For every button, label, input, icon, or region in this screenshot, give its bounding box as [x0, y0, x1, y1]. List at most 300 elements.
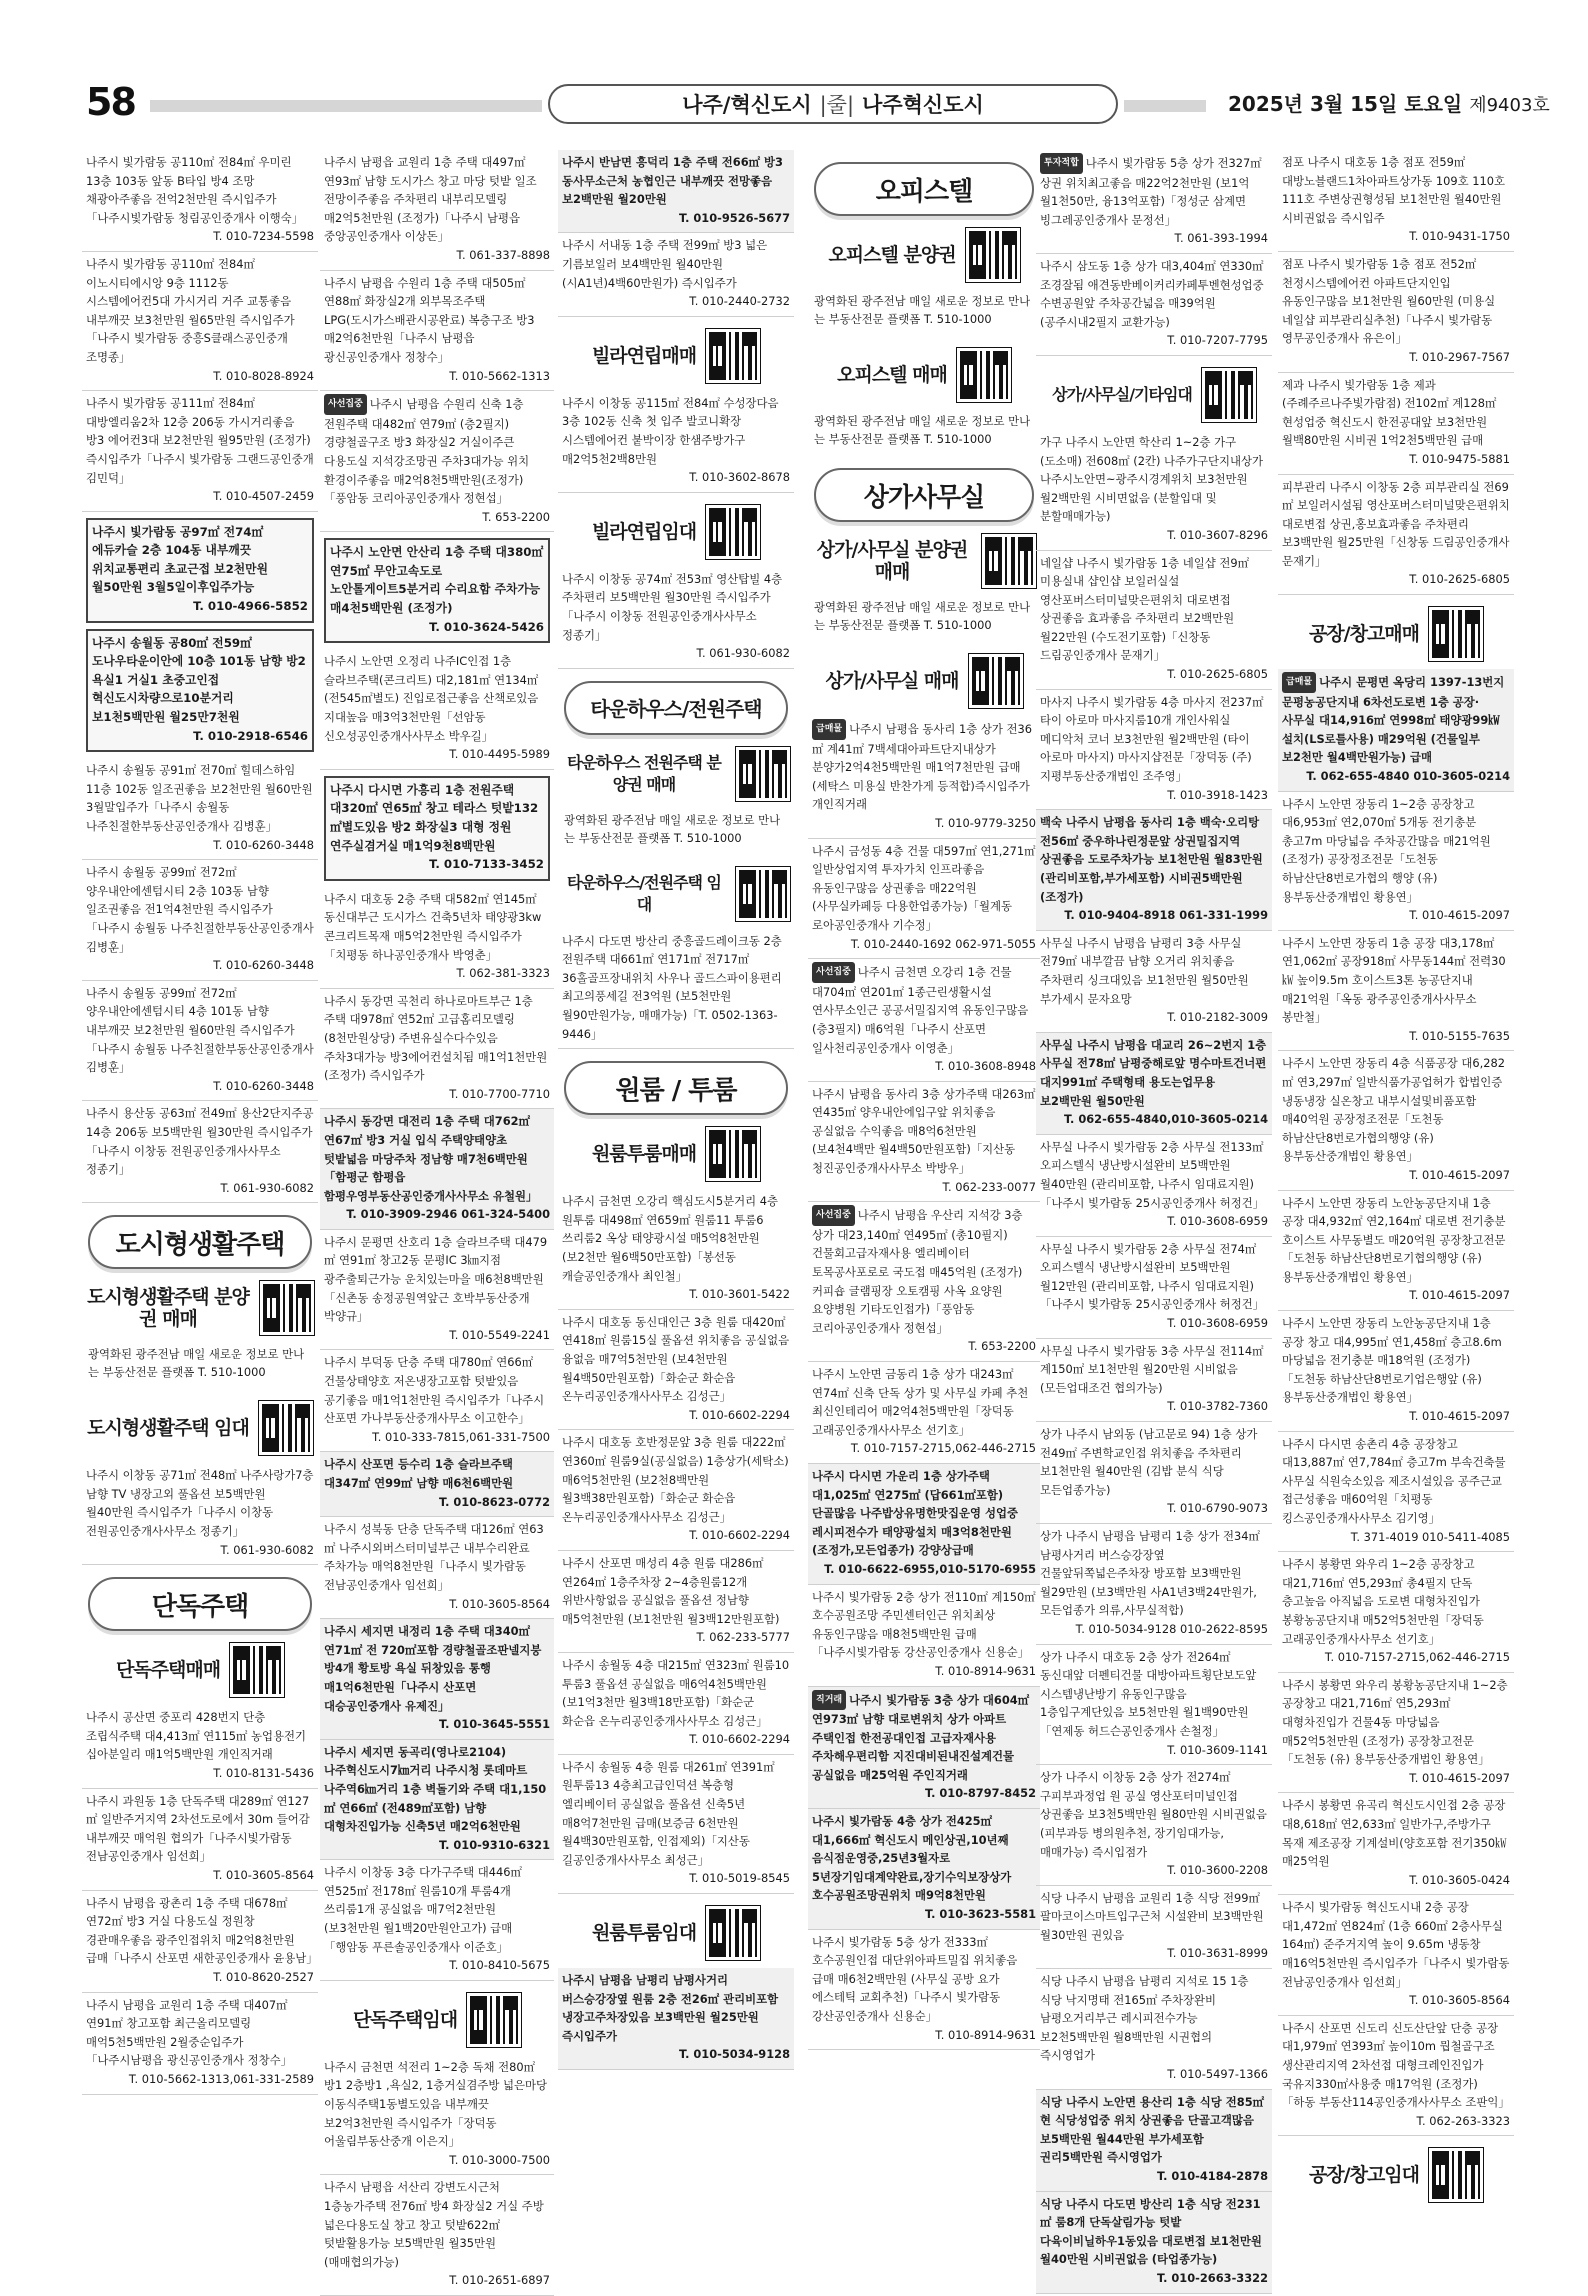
- classified-ad: [808, 1930, 1040, 2051]
- ad-phone: T. 010-3602-8678: [689, 470, 790, 485]
- section-subtitle: 나주혁신도시: [862, 93, 984, 117]
- classified-ad: [82, 1463, 318, 1565]
- ad-phone: T. 010-5019-8545: [689, 1871, 790, 1886]
- ad-text: 마사지 나주시 빛가람동 4층 마사지 전237㎡ 타이 아로마 마사지룸10개 개인사워실 메디악처 코너 보3천만원 월2백만원 (타이 아로마 마사지) 마사지샵전문「장덕동 (주)지평부동산중개법인 조주영」: [1040, 694, 1264, 784]
- ad-phone: T. 010-8914-9631: [935, 2027, 1036, 2042]
- highlighted-ad: 나주시 남평읍 남평리 남평사거리 버스승강장옆 원룸 2층 전26㎡ 관리비포함 냉장고주차장있음 보3백만원 월25만원 즉시입주가 T. 010-5034-9128: [558, 1968, 794, 2070]
- badge-label: 직거래: [812, 1690, 846, 1711]
- subcategory-townhouse-sale[interactable]: 타운하우스 전원주택 분양권 매매: [562, 745, 790, 803]
- ad-text: 나주시 공산면 중포리 428번지 단층 조립식주택 대4,413㎡ 연115㎡ 농업용전기 십아분일리 매1억5백만원 개인직거래: [86, 1710, 307, 1762]
- classified-ad: 나주시 금성동 4층 건물 대597㎡ 연1,271㎡ 일반상업지역 투자가치 인프라좋음 유동인구많음 상권좋음 매22억원 (사무실카페등 다용한업종가능)「월계동 로아공인중개사 기수정」 T. 010-2440-1692 062-971-5055: [808, 839, 1040, 960]
- ad-phone: T. 010-5497-1366: [1167, 2067, 1268, 2082]
- subcategory-officetel-presale[interactable]: 오피스텔 분양권: [812, 226, 1036, 284]
- ad-phone: T. 010-3918-1423: [1167, 787, 1268, 802]
- ad-list: [320, 649, 554, 770]
- subcategory-townhouse-rent[interactable]: 타운하우스/전원주택 임대: [562, 865, 790, 923]
- qr-code-icon[interactable]: [706, 1127, 760, 1181]
- badge-label: 급매물: [812, 719, 846, 740]
- category-header-oneroom: 원룸 / 투룸: [564, 1061, 788, 1115]
- subcategory-urban-rent[interactable]: 도시형생활주택 임대: [86, 1399, 314, 1457]
- ad-phone: T. 010-333-7815,061-331-7500: [372, 1429, 550, 1444]
- subcategory-oneroom-rent[interactable]: 원룸투룸임대: [562, 1904, 790, 1962]
- classified-ad: [320, 1517, 554, 1619]
- classified-ad: [1278, 1051, 1514, 1190]
- ad-text: 나주시 송월동 공99㎡ 전72㎡ 양우내안에센텀시티 4층 101동 남향 내부깨끗 보2천만원 월60만원 즉시입주가「나주시 송월동 나주친절한부동산공인중개사 김병훈」: [86, 985, 314, 1075]
- ad-phone: T. 010-6260-3448: [213, 837, 314, 852]
- platform-intro: 광역화된 광주전남 매일 새로운 정보로 만나는 부동산전문 플랫폼 T. 510-1000: [88, 1347, 305, 1380]
- highlighted-ad: 나주시 세지면 내정리 1층 주택 대340㎡ 연71㎡ 전 720㎡포함 경량철골조판넬지붕 방4개 황토방 욕실 뒤창있음 통행 매1억6천만원「나주시 산포면 대승공인중개사 유제진」 T. 010-3645-5551: [320, 1619, 554, 1740]
- classified-ad: [558, 391, 794, 493]
- highlighted-ad: 나주시 다시면 가운리 1층 상가주택 대1,025㎡ 연275㎡ (답661㎡포함) 단골많음 나주밥상유명한맛집운영 성업중 레시피전수가 태양광설치 매3억8천만원 (조정가,모든업종가) 강양상급매 T. 010-6622-6955,010-5170-6955: [808, 1464, 1040, 1585]
- ad-text: 나주시 남평읍 교원리 1층 주택 대497㎡ 연93㎡ 남향 도시가스 창고 마당 텃밭 일조 전망이주좋음 주차편리 내부리모델링 매2억5천만원 (조정가)「나주시 남평읍 중앙공인중개사 이상돈」: [324, 155, 537, 244]
- ad-text: 식당 나주시 남평읍 교원리 1층 식당 전99㎡ 팔마코이스마트입구근처 시설완비 보3백만원 월30만원 권있음: [1040, 1890, 1264, 1942]
- classified-ad: [1036, 1339, 1272, 1422]
- classified-ad: [320, 1230, 554, 1351]
- qr-code-icon[interactable]: [1429, 2148, 1483, 2202]
- ad-phone: T. 061-930-6082: [696, 646, 790, 661]
- classified-ad: [1036, 551, 1272, 690]
- ad-phone: T. 010-6602-2294: [689, 1407, 790, 1422]
- classified-ad: [82, 1101, 318, 1203]
- ad-text: 나주시 동강면 곡천리 하나로마트부근 1층 주택 대978㎡ 연52㎡ 고급홈리모델링(8천만원상당) 주변유실수다수있음 주차3대가능 방3에어컨설치됨 매1억1천만원(조정가) 즉시입주가: [324, 993, 548, 1083]
- classified-ad: [1278, 1191, 1514, 1312]
- ad-text: 상가 나주시 남외동 (남고문로 94) 1층 상가 전49㎡ 주변학교인접 위치좋음 주차편리 보1천만원 월40만원 (김밥 분식 식당 모든업종가능): [1040, 1427, 1258, 1497]
- classified-ad: 사선집중 나주시 남평읍 우산리 지석강 3층 상가 대23,140㎡ 연495㎡ (총10필지) 건물회고급자재사용 엘리베이터 토목공사포로로 국도접 매45억원 (조정가) 커피숍 글램핑장 오토캠핑 사옥 요양원 요양병원 기타도인접가)「풍암동 코리아공인중개사 정현섭」 T. 653-2200: [808, 1202, 1040, 1362]
- ad-phone: T. 010-3605-8564: [1409, 1993, 1510, 2008]
- qr-code-icon[interactable]: [467, 1993, 521, 2047]
- classified-ad: [558, 929, 794, 1050]
- subcategory-oneroom-sale[interactable]: 원룸투룸매매: [562, 1125, 790, 1183]
- classified-ad: [558, 1430, 794, 1551]
- ad-list: [1036, 1135, 1272, 2090]
- ad-phone: T. 010-2182-3009: [1167, 1010, 1268, 1025]
- classified-ad: [320, 1860, 554, 1981]
- subcategory-villa-rent[interactable]: 빌라연립임대: [562, 503, 790, 561]
- classified-ad: [1036, 430, 1272, 551]
- highlighted-ad: 식당 나주시 다도면 방산리 1층 식당 전231㎡ 룸8개 단독살림가능 텃밭 다육이비닐하우1동있음 대로변접 보1천만원 월40만원 시비권없음 (타업종가능) T. 010-2663-3322: [1036, 2192, 1272, 2294]
- qr-code-icon[interactable]: [259, 1401, 313, 1455]
- ad-text: 피부관리 나주시 이창동 2층 피부관리실 전69㎡ 보일러시설됨 영산포버스터미널맞은편위치 대로변접 상권,홍보효과좋음 주차편리 보3백만원 월25만원「신창동 드림공인중개사 문재기」: [1282, 479, 1510, 568]
- ad-phone: T. 010-5155-7635: [1409, 1028, 1510, 1043]
- qr-code-icon[interactable]: [260, 1281, 314, 1335]
- ad-text: 나주시 남평읍 수원리 1층 주택 대505㎡ 연88㎡ 화장실2개 외부목조주택 LPG(도시가스배관시공완료) 복층구조 방3 매2억6천만원「나주시 남평읍 광신공인중개사 정창수」: [324, 275, 535, 364]
- category-header-urban-housing: 도시형생활주택: [88, 1215, 312, 1269]
- platform-intro: 광역화된 광주전남 매일 새로운 정보로 만나는 부동산전문 플랫폼 T. 510-1000: [564, 812, 781, 845]
- subcategory-store-presale[interactable]: 상가/사무실 분양권 매매: [812, 532, 1036, 590]
- ad-phone: T. 010-5034-9128 010-2622-8595: [1075, 1621, 1268, 1636]
- classified-ad: [82, 1993, 318, 2095]
- ad-phone: T. 010-3605-8564: [449, 1596, 550, 1611]
- classified-ad: [1278, 373, 1514, 475]
- ad-phone: T. 010-6260-3448: [213, 958, 314, 973]
- classified-ad: [1278, 931, 1514, 1052]
- ad-phone: T. 010-4615-2097: [1409, 1770, 1510, 1785]
- ad-phone: T. 010-8914-9631: [935, 1663, 1036, 1678]
- ad-text: 나주시 노안면 오정리 나주IC인접 1층 슬라브주택(콘크리트) 대2,181㎡ 연134㎡ (전545㎡별도) 진입로접근좋음 산책로있음 지대높음 매3억3천만원「선암동 신오성공인중개사사무소 박우길」: [324, 654, 539, 743]
- ad-phone: T. 010-7157-2715,062-446-2715: [1324, 1650, 1510, 1665]
- ad-phone: T. 010-2967-7567: [1409, 349, 1510, 364]
- ad-phone: T. 061-930-6082: [220, 1542, 314, 1557]
- ad-text: 나주시 빛가람동 공110㎡ 전84㎡ 이노시티에시앙 9층 1112동 시스템에어컨5대 가시거리 거주 교통좋음 내부깨끗 보3천만원 월65만원 즉시입주가「나주시 빛가람동 중흥S클래스공인중개 조명종」: [86, 256, 295, 364]
- ad-text: 점포 나주시 빛가람동 1층 점포 전52㎡ 천정시스템에어컨 아파트단지인입 유동인구많음 보1천만원 월60만원 (미용실 네일샵 피부관리실추천)「나주시 빛가람동 영무공인중개사 유은이」: [1282, 256, 1496, 346]
- subcategory-store-trade[interactable]: 상가/사무실 매매: [812, 652, 1036, 710]
- ad-phone: T. 010-4495-5989: [449, 747, 550, 762]
- ad-text: 사무실 나주시 빛가람동 2층 사무실 전133㎡ 오피스텔식 냉난방시설완비 보5백만원 월40만원 (관리비포함, 나주시 임대료지원)「나주시 빛가람동 25시공인중개사 허정건」: [1040, 1139, 1265, 1210]
- ad-list: [82, 1705, 318, 2094]
- classified-ad: [558, 1310, 794, 1431]
- subcategory-officetel-trade[interactable]: 오피스텔 매매: [812, 346, 1036, 404]
- platform-intro: 광역화된 광주전남 매일 새로운 정보로 만나는 부동산전문 플랫폼 T. 510-1000: [814, 294, 1031, 326]
- ad-text: 점포 나주시 대호동 1층 점포 전59㎡ 대방노블랜드1차아파트상가동 109호 110호 111호 주변상권형성됨 보1천만원 월40만원 시비권없음 즉시입주: [1282, 155, 1506, 225]
- badge-label: 사선집중: [812, 962, 855, 983]
- classified-ad: [82, 758, 318, 860]
- page-number: 58: [86, 80, 135, 124]
- ad-text: 나주시 노안면 장동리 노안농공단지내 1층 공장 창고 대4,995㎡ 연1,458㎡ 층고8.6m 마당넓음 전기충분 매18억원 (조정가)「도천동 하남산단8번로기업은행앞 (유) 용부동산중개법인 황용연」: [1282, 1316, 1502, 1405]
- category-header-store-office: 상가사무실: [814, 468, 1034, 522]
- classified-ad: [808, 1585, 1040, 1687]
- subcategory-house-sale[interactable]: 단독주택매매: [86, 1641, 314, 1699]
- subcategory-factory-sale[interactable]: 공장/창고매매: [1282, 605, 1510, 663]
- qr-code-icon[interactable]: [982, 534, 1036, 588]
- ad-text: 나주시 송월동 4층 대215㎡ 연323㎡ 원룸10 투룸3 풀옵션 공실없음 매6억4천5백만원(보1억3천만 월3백18만포함)「화순군 화순읍 온누리공인중개사사무소 김성근」: [562, 1657, 790, 1728]
- highlighted-ad: 나주시 세지면 동곡리(영나로2104) 나주혁신도시7㎞거리 나주시청 롯데마트 나주역6㎞거리 1층 벽돌기와 주택 대1,150㎡ 연66㎡ (전489㎡포함) 남향 대형차진입가능 신축5년 매2억6천만원 T. 010-9310-6321: [320, 1740, 554, 1861]
- highlighted-ad: 나주시 동강면 대전리 1층 주택 대762㎡ 연67㎡ 방3 거실 입식 주택양태양초 텃밭넓음 마당주차 정남향 매7천6백만원「함평군 함평읍 함평우영부동산공인중개사사무소 유철원」 T. 010-3909-2946 061-324-5400: [320, 1109, 554, 1230]
- classified-ad: [320, 887, 554, 989]
- classified-ad: [82, 252, 318, 391]
- qr-code-icon[interactable]: [969, 654, 1023, 708]
- subcategory-villa-sale[interactable]: 빌라연립매매: [562, 327, 790, 385]
- ad-text: 나주시 이창동 공71㎡ 전48㎡ 나주사랑가7층 남향 TV 냉장고외 풀옵션 보5백만원 월40만원 즉시입주가「나주시 이창동 전원공인중개사사무소 정종기」: [86, 1468, 314, 1539]
- ad-text: 나주시 남평읍 서산리 강변도시근처 1층농가주택 전76㎡ 방4 화장실2 거실 주방 넓은다용도실 창고 창고 텃밭622㎡텃밭활용가능 보5백만원 월35만원 (매매협의가능): [324, 2180, 544, 2269]
- ad-list: [558, 929, 794, 1050]
- classified-ad: [1278, 1552, 1514, 1673]
- highlighted-ad: 나주시 반남면 흥덕리 1층 주택 전66㎡ 방3 동사무소근처 농협인근 내부깨끗 전망좋음 보2백만원 월20만원 T. 010-9526-5677: [558, 150, 794, 233]
- header-rule-right: [1124, 100, 1206, 112]
- classified-ad: [1036, 1969, 1272, 2090]
- boxed-ad: 나주시 빛가람동 공97㎡ 전74㎡ 에듀카슬 2층 104동 내부깨끗 위치교통편리 초교근접 보2천만원 월50만원 3월5일이후입주가능 T. 010-4966-5852: [86, 518, 314, 623]
- classified-ad: [1036, 1237, 1272, 1339]
- ad-phone: T. 010-7234-5598: [213, 229, 314, 244]
- badge-label: 급매물: [1282, 672, 1316, 693]
- ad-list: [1036, 430, 1272, 810]
- qr-code-icon[interactable]: [1202, 368, 1256, 422]
- ad-list: [320, 2055, 554, 2296]
- subcategory-store-rent[interactable]: 상가/사무실/기타임대: [1040, 366, 1268, 424]
- ad-text: 나주시 송월동 공91㎡ 전70㎡ 힐데스하임 11층 102동 일조권좋음 보2천만원 월60만원 3월말입주가「나주시 송월동 나주친절한부동산공인중개사 김병훈」: [86, 763, 313, 833]
- ad-text: 가구 나주시 노안면 학산리 1~2층 가구(도소매) 전608㎡ (2칸) 나주가구단지내상가 나주시노안면~광주시경계위치 보3천만원 월2백만원 시비면없음 (분할입대 및 분할매매가능): [1040, 434, 1264, 524]
- ad-phone: T. 010-3600-2208: [1167, 1863, 1268, 1878]
- ad-list: [1036, 931, 1272, 1033]
- classified-ad: [82, 1891, 318, 1993]
- classified-ad: [82, 391, 318, 512]
- subcategory-factory-rent[interactable]: 공장/창고임대: [1282, 2146, 1510, 2204]
- classified-ad: [1036, 1135, 1272, 1237]
- ad-list: [82, 758, 318, 1203]
- date-text: 2025년 3월 15일 토요일: [1228, 92, 1463, 116]
- ad-text: 나주시 송월동 공99㎡ 전72㎡ 양우내안에센텀시티 2층 103동 남향 일조권좋음 전1억4천만원 즉시입주가「나주시 송월동 나주친절한부동산공인중개사 김병훈」: [86, 865, 314, 954]
- column-2: [320, 150, 554, 2288]
- ad-text: 나주시 대호동 동신대인근 3층 원룸 대420㎡ 연418㎡ 원룸15실 풀옵션 위치좋음 공실없음 융없음 매7억5천만원 (보4천만원 월4백50만원포함)「화순군 화순읍 온누리공인중개사사무소 김성근」: [562, 1314, 790, 1404]
- classified-ad: 나주시 삼도동 1층 상가 대3,404㎡ 연330㎡ 조경잘됨 애견동반베이커리카페투벤현성업중 수변공원앞 주차공간넓음 매39억원 (공주시내2필지 교환가능) T. 010-7207-7795: [1036, 254, 1272, 356]
- classified-ad: [320, 2055, 554, 2176]
- ad-text: 나주시 금천면 오강리 핵심도시5분거리 4층 원투룸 대498㎡ 연659㎡ 원룸11 투룸6 쓰리룸2 옥상 태양광시설 매5억8천만원(보2천만 월6백50만포함)「봉선동 캐슬공인중개사 최인철」: [562, 1194, 779, 1283]
- classified-ad: [1278, 1673, 1514, 1794]
- boxed-ad: 나주시 노안면 안산리 1층 주택 대380㎡ 연75㎡ 무안고속도로 노안톨게이트5분거리 수리요함 주차가능 매4천5백만원 (조정가) T. 010-3624-5426: [324, 538, 550, 643]
- classified-ad: [1036, 1422, 1272, 1524]
- ad-text: 나주시 산포면 매성리 4층 원룸 대286㎡ 연264㎡ 1층주차장 2~4층원룸12개 위반사항없음 공실없음 풀옵션 정남향 매5억천만원 (보1천만원 월3백12만원포함): [562, 1555, 780, 1626]
- ad-list: [558, 567, 794, 669]
- ad-text: 나주시 빛가람동 2층 상가 전110㎡ 계150㎡ 호수공원조망 주민센터인근 위치최상 유동인구많음 매8천5백만원 급매「나주시빛가람동 강산공인중개사 신용순」: [812, 1589, 1036, 1660]
- ad-text: 나주시 이창동 공74㎡ 전53㎡ 영산탑빌 4층 주차편리 보5백만원 월30만원 즉시입주가「나주시 이창동 전원공인중개사사무소 정종기」: [562, 571, 783, 642]
- classified-ad: [82, 981, 318, 1102]
- ad-text: 상가 나주시 남평읍 남평리 1층 상가 전34㎡ 남평사거리 버스승강장옆 건물앞뒤쪽넓은주차장 방포함 보3백만원 월29만원 (보3백만원 사A1년3백24만원가,모든업종가 의류,사무실적합): [1040, 1529, 1260, 1618]
- category-header-detached-house: 단독주택: [88, 1577, 312, 1631]
- ad-list: [320, 1230, 554, 1453]
- ad-phone: T. 010-7700-7710: [449, 1086, 550, 1101]
- ad-phone: T. 010-3605-8564: [213, 1868, 314, 1882]
- subcategory-house-rent[interactable]: 단독주택임대: [324, 1991, 550, 2049]
- ad-text: 나주시 봉황면 와우리 봉황농공단지내 1~2층 공장창고 대21,716㎡ 연5,293㎡ 대형차진입가 건물4동 마당넓음 매52억5천만원 (조정가) 공장창고전문「도천동 (유) 용부동산중개법인 황용연」: [1282, 1677, 1508, 1767]
- ad-list: [82, 150, 318, 512]
- ad-list: [320, 1860, 554, 1981]
- ad-text: 사무실 나주시 빛가람동 2층 사무실 전74㎡ 오피스텔식 냉난방시설완비 보5백만원 월12만원 (관리비포함, 나주시 임대료지원)「나주시 빛가람동 25시공인중개사 허정건」: [1040, 1241, 1265, 1312]
- classified-ad: [1036, 1524, 1272, 1645]
- ad-text: 상가 나주시 대호동 2층 상가 전264㎡ 동신대앞 더펜티건물 대방아파트횡단보도앞 시스템냉난방기 유동인구많음 1층입구계단있음 보5천만원 월1백90만원「연제동 허드슨공인중개사 손철정」: [1040, 1649, 1257, 1738]
- qr-code-icon[interactable]: [230, 1643, 284, 1697]
- classified-ad: [320, 150, 554, 271]
- ad-phone: T. 010-9475-5881: [1409, 451, 1510, 466]
- classified-ad: 사선집중 나주시 남평읍 수원리 신축 1층 전원주택 대482㎡ 연79㎡ (층2필지) 경량철골구조 방3 화장실2 거실이주큰 다용도실 지석강조망권 주차3대가능 위치 환경이주좋음 매2억8천5백만원(조정가)「풍암동 코리아공인중개사 정현섭」 T. 653-2200: [320, 391, 554, 532]
- section-name: 나주/혁신도시: [682, 93, 812, 117]
- column-5: [1036, 150, 1272, 2285]
- classified-ad: [320, 271, 554, 392]
- ad-phone: T. 010-3607-8296: [1167, 527, 1268, 542]
- classified-ad: [320, 649, 554, 770]
- classified-ad: [558, 567, 794, 669]
- ad-phone: T. 010-3601-5422: [689, 1287, 790, 1302]
- classified-ad: [82, 1789, 318, 1891]
- ad-text: 나주시 성북동 단층 단독주택 대126㎡ 연63㎡ 나주시외버스터미널부근 내부수리완료 주차가능 매억8천만원「나주시 빛가람동 전남공인중개사 임선희」: [324, 1522, 544, 1592]
- ad-phone: T. 010-4615-2097: [1409, 1288, 1510, 1303]
- qr-code-icon[interactable]: [1429, 607, 1483, 661]
- column-6: [1278, 150, 1514, 2250]
- ad-phone: T. 010-8620-2527: [213, 1969, 314, 1984]
- page-header: [78, 80, 1550, 134]
- ad-phone: T. 010-6602-2294: [689, 1732, 790, 1747]
- qr-code-icon[interactable]: [966, 228, 1020, 282]
- boxed-ad: 나주시 다시면 가흥리 1층 전원주택 대320㎡ 연65㎡ 창고 테라스 텃밭132㎡별도있음 방2 화장실3 대형 정원 연주실겸거실 매1억9천8백만원 T. 010-7133-3452: [324, 776, 550, 881]
- ad-text: 나주시 빛가람동 혁신도시내 2층 공장 대1,472㎡ 연824㎡ (1층 660㎡ 2층사무실 164㎡) 준주거지역 높이 9.65m 냉동창 매16억5천만원 즉시입주가「나주시 빛가람동 전남공인중개사 임선희」: [1282, 1900, 1510, 1989]
- ad-text: 나주시 노안면 장동리 1층 공장 대3,178㎡ 연1,062㎡ 공장918㎡ 사무동144㎡ 전력30㎾ 높이9.5m 호이스트3톤 농공단지내 매21억원「옥동 광주공인중개사사무소 봉만철」: [1282, 935, 1506, 1025]
- ad-list: [320, 150, 554, 391]
- classified-ad: [1036, 931, 1272, 1033]
- ad-text: 나주시 봉황면 와우리 1~2층 공장창고 대21,716㎡ 연5,293㎡ 총4필지 단독 층고높음 아직넓음 도로변 대형차진입가 봉황농공단지내 매52억5천만원「장덕동 고래공인중개사사무소 선기호」: [1282, 1557, 1484, 1646]
- classified-ad: 나주시 노안면 금동리 1층 상가 대243㎡ 연74㎡ 신축 단독 상가 및 사무실 카페 추천 최신인테리어 매2억4천5백만원「장덕동 고래공인중개사사무소 선기호」 T. 010-7157-2715,062-446-2715: [808, 1362, 1040, 1464]
- ad-list: [808, 1585, 1040, 1687]
- qr-code-icon[interactable]: [957, 348, 1011, 402]
- column-1: [82, 150, 318, 2250]
- column-4: [808, 150, 1040, 2250]
- ad-list: [320, 1517, 554, 1619]
- ad-phone: T. 010-3782-7360: [1167, 1399, 1268, 1414]
- ad-list: [1278, 150, 1514, 595]
- highlighted-ad: 백숙 나주시 남평읍 동사리 1층 백숙·오리탕 전56㎡ 중우하나린정문앞 상권밀집지역 상권좋음 도로주차가능 보1천만원 월83만원 (관리비포함,부가세포함) 시비권5백만원 (조정가) T. 010-9404-8918 061-331-1999: [1036, 810, 1272, 931]
- ad-list: [82, 1463, 318, 1565]
- ad-phone: T. 010-2651-6897: [449, 2273, 550, 2288]
- ad-text: 나주시 산포면 신도리 신도산단앞 단층 공장 대1,979㎡ 연393㎡ 높이10m 뭡철골구조 생산관리지역 2차선접 대형크레인진입가 국유지330㎡사용중 매17억원 (조정가)「하동 부동산114공인중개사사무소 조판익」: [1282, 2020, 1510, 2110]
- classified-ad: [82, 150, 318, 252]
- classified-ad: [320, 1350, 554, 1452]
- ad-phone: T. 010-3608-6959: [1167, 1316, 1268, 1331]
- category-header-officetel: 오피스텔: [814, 162, 1034, 216]
- ad-phone: T. 010-4615-2097: [1409, 908, 1510, 923]
- ad-text: 나주시 다시면 송촌리 4층 공장창고 대13,887㎡ 연7,784㎡ 층고7m 부속건축물 사무실 식원숙소있음 제조시설있음 공주근교 접근성좋음 매60억원「치평동 킹스공인중개사사무소 김기영」: [1282, 1436, 1506, 1525]
- ad-text: 나주시 이창동 공115㎡ 전84㎡ 수성장다음 3층 102동 신축 첫 입주 발코니확장 시스템에어컨 붙박이장 한샘주방가구 매2억5천2백8만원: [562, 395, 779, 466]
- ad-phone: T. 010-6602-2294: [689, 1528, 790, 1543]
- header-rule-left: [150, 100, 542, 112]
- ad-text: 나주시 남평읍 광촌리 1층 주택 대678㎡ 연72㎡ 방3 거실 다용도실 정원창 경관매우좋음 광주인접위치 매2억8천만원 급매「나주시 산포면 새한공인중개사 윤용남」: [86, 1895, 318, 1966]
- ad-phone: T. 062-381-3323: [456, 966, 550, 981]
- ad-text: 나주시 남평읍 교원리 1층 주택 대407㎡ 연91㎡ 창고포함 최근올리모델링 매억5천5백만원 2월중순입주가「나주시남평읍 광신공인중개사 정창수」: [86, 1997, 293, 2068]
- badge-label: 사선집중: [812, 1205, 855, 1226]
- classified-ad: [1278, 1793, 1514, 1895]
- highlighted-ad: 직거래 나주시 빛가람동 3층 상가 대604㎡ 연973㎡ 남향 대로변위치 상가 아파트 주택인접 한전공대인접 고급자재사용 주차해우편리함 지진대비된내진설계건물 공실없음 매25억원 주인직거래 T. 010-8797-8452: [808, 1687, 1040, 1810]
- ad-text: 식당 나주시 남평읍 남평리 지석로 15 1층 식당 낙지명태 전165㎡ 주차장완비 남평오거리부근 레시피전수가능 보2천5백만원 월8백만원 시권협의 즉시영업가: [1040, 1974, 1249, 2063]
- ad-phone: T. 061-930-6082: [220, 1180, 314, 1195]
- ad-text: 사무실 나주시 남평읍 남평리 3층 사무실 전79㎡ 내부깔끔 남향 오거리 위치좋음 주차편리 싱크대있음 보1천만원 월50만원 부가세시 문자요망: [1040, 935, 1249, 1006]
- platform-intro: 광역화된 광주전남 매일 새로운 정보로 만나는 부동산전문 플랫폼 T. 510-1000: [814, 600, 1031, 632]
- column-3: [558, 150, 794, 2250]
- ad-list: [808, 1930, 1040, 2051]
- ad-phone: T. 062-233-5777: [696, 1630, 790, 1645]
- platform-intro: 광역화된 광주전남 매일 새로운 정보로 만나는 부동산전문 플랫폼 T. 510-1000: [814, 414, 1031, 446]
- badge-label: 사선집중: [324, 394, 367, 415]
- issue-date: [1228, 88, 1550, 117]
- ad-phone: T. 010-8131-5436: [213, 1766, 314, 1781]
- ad-text: 나주시 노안면 장동리 4층 식품공장 대6,282㎡ 연3,297㎡ 일반식품가공업허가 합법인증 냉동냉장 실온창고 내부시설및비품포함 매40억원 공장정조전문「도천동 하남산단8번로가협의행양 (유) 용부동산중개법인 황용연」: [1282, 1056, 1506, 1164]
- ad-phone: T. 371-4019 010-5411-4085: [1350, 1529, 1510, 1544]
- ad-phone: T. 010-8410-5675: [449, 1958, 550, 1973]
- ad-phone: T. 010-4507-2459: [213, 489, 314, 504]
- ad-list: [558, 233, 794, 316]
- ad-text: 나주시 금천면 석전리 1~2층 독채 전80㎡ 방1 2층방1 ,욕실2, 1층거실겸주방 넓은마당 이동식주택1동별도있음 내부깨끗 보2억3천만원 즉시입주가「장덕동 어울림부동산중개 이은지」: [324, 2059, 548, 2149]
- ad-text: 나주시 이창동 3층 다가구주택 대446㎡ 연525㎡ 전178㎡ 원룸10개 투룸4개 쓰리룸1개 공실없음 매7억2천만원 (보3천만원 월1백20만원안고가) 급매「행암동 푸른솔공인중개사 이준호」: [324, 1865, 522, 1954]
- ad-phone: T. 010-2625-6805: [1167, 667, 1268, 682]
- classified-ad: [320, 2175, 554, 2296]
- ad-text: 나주시 빛가람동 5층 상가 전333㎡ 호수공원인접 대단위아파트밀집 위치좋음 급매 매6천2백만원 (사무실 공방 요가 에스테틱 교회추천)「나주시 빛가람동 강산공인중개사 신용순」: [812, 1934, 1018, 2023]
- ad-phone: T. 010-5662-1313,061-331-2589: [128, 2071, 314, 2086]
- ad-phone: T. 010-5549-2241: [449, 1327, 550, 1342]
- ad-text: 제과 나주시 빛가람동 1층 제과(주례주르나주빛가람점) 전102㎡ 계128㎡ 현성업중 혁신도시 한전공대앞 보3천만원 월백80만원 시비권 1억2천5백만원 급매: [1282, 377, 1497, 448]
- ad-text: 나주시 노안면 장동리 노안농공단지내 1층 공장 대4,932㎡ 연2,164㎡ 대로변 전기충분 호이스트 사무동별도 매20억원 공장창고전문「도천동 하남산단8번로기협의행양 (유) 용부동산중개법인 황용연」: [1282, 1195, 1506, 1284]
- classified-ad: [82, 1705, 318, 1788]
- classified-ad: [558, 1755, 794, 1894]
- ad-text: 사무실 나주시 빛가람동 3층 사무실 전114㎡ 계150㎡ 보1천만원 월20만원 시비없음 (모든업대조건 협의가능): [1040, 1343, 1264, 1395]
- ad-phone: T. 010-3609-1141: [1167, 1742, 1268, 1757]
- ad-list: [1278, 792, 1514, 2137]
- ad-text: 나주시 부덕동 단층 주택 대780㎡ 연66㎡ 건물상태양호 저온냉장고포함 텃밭있음 공기좋음 매1억1천만원 즉시입주가「나주시 산포면 가나부동산중개사무소 이고한수」: [324, 1355, 545, 1426]
- highlighted-ad: 식당 나주시 노안면 용산리 1층 식당 전85㎡ 현 식당성업중 위치 상권좋음 단골고객많음 보5백만원 월44만원 부가세포함 권리5백만원 즉시영업가 T. 010-4184-2878: [1036, 2090, 1272, 2192]
- classified-ad: 나주시 남평읍 동사리 3층 상가주택 대263㎡ 연435㎡ 양우내안에입구앞 위치좋음 공실없음 수익좋음 매8억6천만원(보4천4백만 월4백50만원포함)「지산동 청진공인중개사사무소 박방우」 T. 062-233-0077: [808, 1082, 1040, 1203]
- ad-text: 나주시 서내동 1층 주택 전99㎡ 방3 넓은 기름보일러 보4백만원 월40만원 (시A1년)4백60만원가) 즉시입주가: [562, 238, 768, 290]
- issue-number: 제9403호: [1469, 95, 1550, 116]
- classified-ad: [320, 989, 554, 1110]
- classified-ad: [1036, 1645, 1272, 1766]
- highlighted-ad: 급매물 나주시 문평면 옥당리 1397-13번지 문평농공단지내 6차선도로변 1층 공장·사무실 대14,916㎡ 연998㎡ 태양광99㎾설치(LS로틀사용) 매29억원 (건물일부 보2천만 월4백만원가능) 급매 T. 062-655-4840 010-3605-0214: [1278, 669, 1514, 792]
- ad-phone: T. 010-2625-6805: [1409, 572, 1510, 587]
- ad-phone: T. 062-263-3323: [1416, 2113, 1510, 2128]
- ad-text: 나주시 다도면 방산리 중흥골드레이크동 2층 전원주택 대661㎡ 연171㎡ 전717㎡ 36홀골프장내위치 사우나 골드스파이용편리 최고의풍세길 전3억원 (보5천만원 월90만원가능, 매매가능)「T. 0502-1363-9446」: [562, 933, 782, 1041]
- ad-text: 나주시 용산동 공63㎡ 전49㎡ 용산2단지주공 14층 206동 보5백만원 월30만원 즉시입주가「나주시 이창동 전원공인중개사사무소 정종기」: [86, 1106, 314, 1177]
- ad-phone: T. 010-3608-6959: [1167, 1214, 1268, 1229]
- ad-phone: T. 010-4615-2097: [1409, 1167, 1510, 1182]
- ad-phone: T. 010-5662-1313: [449, 368, 550, 383]
- classified-ad: 급매물 나주시 남평읍 동사리 1층 상가 전36㎡ 계41㎡ 7백세대아파트단지내상가 분양가2억4천5백만원 매1억7천만원 급매 (세탁스 미용실 반찬가게 등적합)즉시입주가 개인직거래 T. 010-9779-3250: [808, 716, 1040, 839]
- section-title: [548, 84, 1118, 124]
- classified-ad: [1036, 1765, 1272, 1886]
- ad-text: 나주시 빛가람동 공111㎡ 전84㎡ 대방엘리움2차 12층 206동 가시거리좋음 방3 에어컨3대 보2천만원 월95만원 (조정가)즉시입주가「나주시 빛가람동 그랜드공인중개 김민덕」: [86, 396, 314, 485]
- qr-code-icon[interactable]: [736, 747, 790, 801]
- ad-phone: T. 010-2440-2732: [689, 294, 790, 309]
- qr-code-icon[interactable]: [736, 867, 790, 921]
- ad-text: 나주시 빛가람동 공110㎡ 전84㎡ 우미린 13층 103동 앞동 B타입 방4 조망 채광아주좋음 전억2천만원 즉시입주가「나주시빛가람동 청림공인중개사 이행숙」: [86, 155, 304, 225]
- qr-code-icon[interactable]: [706, 329, 760, 383]
- classified-ad: [1278, 792, 1514, 931]
- classified-ad: [558, 233, 794, 316]
- ad-text: 나주시 대호동 호반정문앞 3층 원룸 대222㎡ 연360㎡ 원룸9실(공실없음) 1층상가(세탁소) 매6억5천만원 (보2천8백만원 월3백38만원포함)「화순군 화순읍 온누리공인중개사사무소 김성근」: [562, 1435, 789, 1524]
- ad-phone: T. 010-6790-9073: [1167, 1501, 1268, 1516]
- ad-text: 나주시 문평면 산호리 1층 슬라브주택 대479㎡ 연91㎡ 창고2동 문평IC 3㎞지점 광주출퇴근가능 운치있는마을 매6천8백만원「신촌동 송정공원역앞근 호박부동산중개 박양규」: [324, 1234, 548, 1324]
- badge-label: 투자적합: [1040, 153, 1083, 174]
- classified-ad: [1036, 690, 1272, 811]
- classified-ad: [558, 1189, 794, 1310]
- ad-text: 나주시 과원동 1층 단독주택 대289㎡ 연127㎡ 일반주거지역 2차선도로에서 30m 들어감 내부깨끗 매억원 협의가「나주시빛가람동 전남공인중개사 임선희」: [86, 1793, 310, 1864]
- ad-phone: T. 010-6260-3448: [213, 1078, 314, 1093]
- classified-ad: [1278, 1895, 1514, 2016]
- classified-ad: [1278, 252, 1514, 373]
- ad-text: 상가 나주시 이창동 2층 상가 전274㎡ 구피부과정업 원 공실 영산포터미널인접 상권좋음 보3천5백만원 월80만원 시비권없음 (피부과등 병의원추천, 장기임대가능, 매매가능) 즉시입점가: [1040, 1770, 1267, 1859]
- classified-ad: [1036, 1886, 1272, 1969]
- ad-text: 나주시 노안면 장동리 1~2층 공장창고 대6,953㎡ 연2,070㎡ 5개동 전기총분 총고7m 마당넓음 주차공간많음 매21억원 (조정가) 공장정조전문「도천동 하남산단8번로가협의 행양 (유) 용부동산중개법인 황용연」: [1282, 796, 1491, 904]
- ad-list: [558, 391, 794, 493]
- ad-text: 나주시 봉황면 유곡리 혁신도시인접 2층 공장 대8,618㎡ 연2,633㎡ 일반가구,주방가구 목재 제조공장 기계설비(양호포함 전기350㎾ 매25억원: [1282, 1798, 1507, 1869]
- classified-ad: 투자적합 나주시 빛가람동 5층 상가 전327㎡ 상권 위치최고좋음 매22억2천만원 (보1억 월1천50만, 융13억포함)「정성군 삼계면 빙그레공인중개사 문정선」 T. 061-393-1994: [1036, 150, 1272, 254]
- classified-ad: [1278, 2016, 1514, 2137]
- highlighted-ad: 사무실 나주시 남평읍 대교리 26~2번지 1층 사무실 전78㎡ 남평중해로앞 명수마트건너편 대지991㎡ 주택형태 용도는업무용 보2백만원 월50만원 T. 062-655-4840,010-3605-0214: [1036, 1033, 1272, 1135]
- ad-text: 나주시 대호동 2층 주택 대582㎡ 연145㎡ 동신대부근 도시가스 건축5년차 태양광3kw 콘크리트목재 매5억2천만원 즉시입주가「치평동 하나공인중개사 박영춘」: [324, 891, 542, 962]
- classified-ad: [1278, 475, 1514, 596]
- classified-ad: [82, 860, 318, 981]
- boxed-ad: 나주시 송월동 공80㎡ 전59㎡ 도나우타운이안에 10층 101동 남향 방2 욕실1 거실1 초중고인접 혁신도시차량으로10분거리 보1천5백만원 월25만7천원 T. 010-2918-6546: [86, 629, 314, 753]
- ad-phone: T. 061-337-8898: [456, 247, 550, 262]
- ad-text: 나주시 송월동 4층 원룸 대261㎡ 연391㎡ 원투룸13 4층최고급인덕션 복층형 엘리베이터 공실없음 풀옵션 신축5년 매8억7천만원 급매(보증금 6천만원 월4백30만원포함, 인접제외)「지산동 길공인중개사사무소 최성근」: [562, 1759, 775, 1867]
- classified-ad: [1278, 1311, 1514, 1432]
- ad-list: [320, 887, 554, 1110]
- qr-code-icon[interactable]: [706, 505, 760, 559]
- subcategory-urban-sale[interactable]: 도시형생활주택 분양권 매매: [86, 1279, 314, 1337]
- highlighted-ad: 나주시 빛가람동 4층 상가 전425㎡ 대1,666㎡ 혁신도시 메인상권,10년째 음식점운영중,25년3월자로 5년장기임대계약완료,장기수익보장상가 호수공원조망권위치 매9억8천만원 T. 010-3623-5581: [808, 1809, 1040, 1930]
- ad-phone: T. 010-3631-8999: [1167, 1946, 1268, 1961]
- ad-phone: T. 010-4615-2097: [1409, 1409, 1510, 1424]
- classified-ad: [558, 1653, 794, 1755]
- qr-code-icon[interactable]: [706, 1906, 760, 1960]
- section-separator: |줄|: [819, 93, 855, 117]
- ad-phone: T. 010-8028-8924: [213, 368, 314, 383]
- classified-ad: [1278, 150, 1514, 252]
- ad-phone: T. 010-9431-1750: [1409, 229, 1510, 244]
- ad-phone: T. 010-3000-7500: [449, 2152, 550, 2167]
- ad-list: [558, 1189, 794, 1894]
